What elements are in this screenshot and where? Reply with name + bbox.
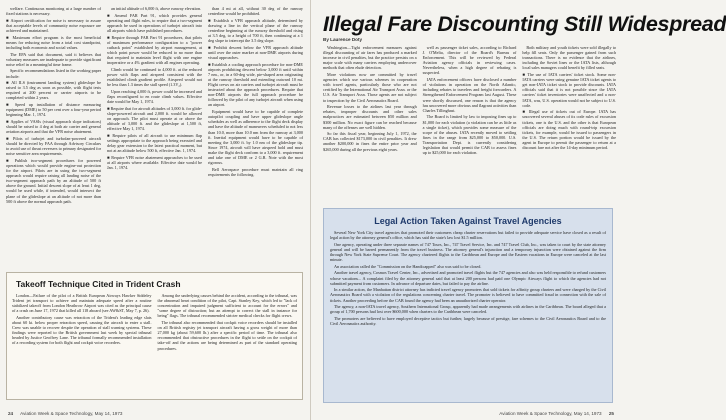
footer-right [499, 411, 614, 416]
sidebar-body [12, 293, 297, 389]
legal-action-box [323, 208, 613, 403]
text-column [423, 45, 517, 213]
paragraph: Another travel agency, Cosmos Travel Center, Inc., advertised and promoted travel flights but the 747 agencies and also was held responsible to refund customers whose vacations... A complaint filed by the attorney general said that at least 200 persons had paid one Olympic Airways flight to which the agencies had not submitted payment from customers. In advance of departure dates, but failed to pay the airline. [330, 270, 606, 286]
paragraph: An association called the "Commission on the Handicapped" also was said to be closed. [334, 263, 482, 269]
publication-line: Aviation Week & Space Technology, May 14, 1973 [499, 411, 602, 416]
paragraph: Equipment would have to be capable of complete autopilot coupling and have upper glideslope angle schedules as well as adherence to the flight deck display and have the altitude of maneuvers scheduled to not less than 10.0, more than 10.0 nm from the runway at 3,000 ft. Inertial equipment would have to be capable of meeting the 3,000 ft. by 1.0 nm of the glideslope tip. Since 1974, aircraft will have airspeed hold and must make the flight deck conform to a 3,000 ft. requirement and take one of DME or 2 G.R. Note with the most rigorous. [208, 109, 303, 166]
paragraph: ■ Establish a VFR approach altitude, determined by drawing a line in the vertical plane of the runway centerline beginning at the runway threshold and rising at 3.5 deg, to a height of 700 ft, then continuing at a 1 deg slope to intercept the 3.5 deg slope. [208, 17, 303, 44]
paragraph: ■ All ILS (instrument landing system) glideslope be raised to 3.5 deg as soon as possible, with flight tests required at 200 percent or carrier airports to be completed within 2 years. [6, 80, 101, 101]
paragraph: ■ Pilots of turbojet and turbofan-powered aircraft should be directed by FAA through Advisory Circulars to avoid use of thrust reversers to primary designated for noise sensitive area requirements. [6, 135, 102, 157]
paragraph: ■ Prohibit descent below the VFR approach altitude until over the outer marker at non-DME airports during visual approaches. [208, 44, 303, 61]
paragraph: Climb would be continued to 4,000 ft. at the reduced power with flaps and airspeed consistent with the established climb gradient profile. Airspeed would not be less than 1.3 times the stall speed (1.3V₂). [107, 66, 202, 88]
text-column [12, 293, 152, 389]
paragraph: ■ Require through FAR Part 91 procedures, that pilots of maximum performance configuration to a "power cutback point" established by airport management, at which point power would be reduced to no more than that required to maintain level flight with one engine inoperative or a 4% gradient with all engines operating. [107, 34, 202, 66]
footer-left [8, 411, 122, 416]
paragraph: ■ Illegal use of tickets out of Europe. IATA has uncovered several abuses of its code rules of excursion tickets, one is the U.S. and the other is that European officials are doing much with round-trip excursion tickets, for example, would be issued to passengers in the U.S. The return portion would be issued by the agent in Europe to permit the passenger to return at a discount fare not after the 14-day minimum period. [522, 109, 617, 150]
paragraph: IATA enforcement officers have disclosed a number of violations in operation on the North Atlantic, including rebates to travelers and freight forwarders. A Strengthened Enforcement Program last August. These were shortly discussed, one reason is that the agency has uncovered more obvious and flagrant activities than Charles Tillinghast. [422, 77, 517, 113]
paragraph: The Board is limited by law to imposing fines up to $1,000 for each violation (a violation can be as little as a single ticket), which provides some measure of the scope of the abuses. IATA recently moved to settling fines in the range from $25,000 to $50,000. U.S. Transportation Dept. is currently considering legislation that would permit the CAB to assess fines up to $25,000 for each violation. [422, 114, 517, 156]
legal-box-body [330, 230, 606, 400]
paragraph: Upon reaching 4,000 ft, power could be increased and flaps reconfigured to en route climb values. Effective date would be May 1, 1974. [107, 88, 202, 104]
text-column [158, 293, 298, 389]
paragraph: than 4 mi at all, without 30 deg of the runway centerline would be prohibited. [208, 6, 303, 17]
paragraph: Another contributory cause was retraction of the Trident's leading edge slats about 60 kt. below proper retraction speed, causing the aircraft to enter a stall. Crew was unable to recover despite the operation of stall warning systems. These findings were reported to the British government last week by special tribunal headed by Justice Geoffrey Lane. The tribunal formally recommended installation of a recording system for both flight and cockpit voice recorders. [12, 314, 152, 346]
paragraph: ■ Establish a cooling approach procedure for non-DME airports prohibiting descent below 3,000 ft until within 7 nm., or, in a 60-deg wide, pie-shaped area originating at the runway threshold and extending outward 10 mi. Flight crews on air carriers and turbojet aircraft must be instructed about the approach procedures. Require that non-DME airports the full approach procedure be followed by the pilot of any turbojet aircraft when using an airport. [208, 61, 303, 108]
page-number: 24 [8, 411, 14, 416]
paragraph: London—Failure of the pilot of a British European Airways Hawker Siddeley Trident jet transport to achieve and maintain adequate speed after a routine stabilized takeoff from London Heathrow Airport was cited as the principal cause of a crash on June 17, 1972 that killed all 118 aboard (see AW&ST, May 7, p. 26). [12, 293, 152, 314]
sidebar-title: Takeoff Technique Cited in Trident Crash [16, 279, 181, 289]
right-article-body [323, 45, 616, 213]
paragraph: well as passenger ticket sales, according to Richard J. O'Melia, director of the Board's Bureau of Enforcement. This will be reviewed by Federal Aviation agency officials in reviewing cases. Nevertheless, when a high degree of rebating is suspected. [422, 45, 517, 76]
paragraph: The agency, a non-IATA travel agency, Southern International Group, apparently had made arrangements with airlines in the Caribbean. The board alleged that a group of 1,700 persons had lost over $600,000 when charters to the Caribbean were canceled. [330, 304, 606, 315]
paragraph: Among the underlying causes behind the accident, according to the tribunal, was the abnormal heart condition of the pilot, Capt. Stanley Key, which led to "lack of concentration and impaired judgment sufficient to account for the errors" and "some degree of distraction; but an attempt to correct the stall in instance for being" flags. The tribunal recommended stricter medical checks for flight crews. [157, 293, 297, 319]
paragraph: More violations now are committed by travel agencies which use various schemes in cooperation with travel agents, particularly those who are not certified by the International Air Transport Assn. or the U.S. Air Transport Assn. Those agents are not subject to inspection by the Civil Aeronautics Board. [323, 72, 417, 103]
paragraph: The tribunal also recommended that cockpit voice recorders should be installed on all British registry jet transport aircraft having a gross weight of more than 27,000 kg (about 59,600 lb.) after a specific period of time. The tribunal also recommended that obstructive procedures in the flight to settle on the cockpit of take-off and the actions are being determined as part of the standard operating procedures. [157, 320, 297, 351]
page-number: 25 [608, 411, 614, 416]
text-column [208, 6, 303, 274]
text-column [522, 45, 616, 213]
paragraph: ■ Speed up installation of distance measuring equipment (DME) to 50 per cent over a four-year period beginning Mar. 1, 1974. [6, 102, 101, 118]
right-page [311, 0, 726, 420]
left-article-body [6, 6, 303, 274]
sidebar-box [6, 272, 303, 400]
paragraph: Bell Aerospace procedure must maintain all ring requirements the following. [208, 166, 303, 177]
text-column [107, 6, 202, 274]
text-column [6, 6, 101, 274]
paragraph: One agency, operating under three separate names of 747 Tours, Inc., 747 Travel Service, Inc. and 747 Travel Club, Inc., was taken to court by the state attorney general and will be barred permanently from the travel business. The attorney general's injunction and a temporary injunction were obtained against the firm through New York State Supreme Court. The agency chartered flights to the Caribbean and Europe and the Eastern vacations in Europe were canceled at the last minute. [330, 241, 606, 263]
article-byline: By Laurence Doty [323, 37, 363, 42]
left-page [0, 0, 311, 420]
paragraph: The promoters are believed to have employed deceptive tactics but further, largely because of prestige, fare schemes to the Civil Aeronautics Board and to the Civil Aeronautics authority. [330, 315, 606, 327]
paragraph: ■ Require VFR noise abatement approaches to be used at all airports where available. Effective date would be Jan. 1, 1974. [107, 154, 202, 170]
paragraph: ■ Require that for aircraft altitudes of 3,000 ft. for glide-slope-powered aircraft and 2,000 ft. would be allowed on approach. The pilot must operate at or above the altitude of 3,000 ft. and the glideslope at 1,500 ft, effective May 1, 1974. [107, 105, 202, 132]
paragraph: Washington—Tight enforcement measures against illegal discounting of air fares has produced a marked increase in civil penalties, but the practice persists on a major scale with many carriers employing undercover methods that often elude detection. [323, 45, 417, 71]
article-headline: Illegal Fare Discounting Still Widespread [323, 12, 726, 36]
paragraph: Revenue losses to the airlines last year through rebates, improper discounts and other sales malpractices are estimated between $50 million and $300 million. No exact figure can be reached because many of the offenses are well hidden. [323, 104, 417, 130]
legal-box-title: Legal Action Taken Against Travel Agencies [374, 216, 562, 226]
paragraph: ■ The use of IATA carriers' ticket stock. Some non-IATA carriers were using genuine IATA ticket agents to get non-IATA ticket stock to provide discounts. IATA officials said that it is not possible since the IATA carriers' ticket inventories were unaffected and a non-IATA, was, U.S. operation would not be subject to U.S. code. [522, 72, 617, 108]
publication-line: Aviation Week & Space Technology, May 14, 1973 [20, 411, 123, 416]
paragraph: ■ Publish two-segment procedures for powered operations which would provide engine-out protection for the airport. Pilots are in using the two-segment approach would require raising all landing noise of the two-segment approach path by an altitude of 500 ft above the ground. Initial descent slope of at least 1 deg, would be used while, if intended, would intersect the plane of the glideslope at an altitude of not more than 500 ft above the normal approach path. [6, 157, 101, 204]
paragraph: Both military and youth tickets were sold illegally to help fill seats. Only the passenger gained from such transactions. There is no evidence that the airlines, including the Soviet lines or the IATA lists, although local sales managers could benefit by filled seats. [522, 45, 617, 71]
paragraph: ■ Applies of VASIs (visual approach slope indicators) should be raised to 4 deg at both air carrier and general aviation airports and that the VFR noise abatement. [6, 119, 101, 135]
paragraph: Several New York City travel agencies that promoted their customers cheap charter reservations but failed to provide adequate service have closed as a result of legal action by the attorney general's office, which has said the state's law lost $1.5 million. [330, 230, 606, 241]
paragraph: ■ Airport certification for noise is necessary to assure that acceptable levels of community noise exposure are achieved and maintained. [6, 17, 101, 33]
paragraph: In a similar action, the Manhattan district attorney has indicted travel agency promoters that sold tickets for affinity group charters and were charged by the Civil Aeronautics Board with a violation of the regulations concerning charter travel. The promoter is believed to have committed fraud in connection with the sale of tickets. Another proceeding before the CAB found the agency had been an unauthorized charter operator. [330, 287, 606, 303]
paragraph: ■ Maximum effort program is the most beneficial means for reducing noise from a total cost standpoint, including both economic and social values. [6, 34, 101, 50]
paragraph: an initial altitude of 6,000 ft, above runway elevation. [111, 6, 202, 11]
paragraph: Specific recommendations listed in the working paper include: [6, 68, 101, 79]
paragraph: ■ Require pilots of all aircraft to use minimum flap settings appropriate to the approach being executed and delay gear extension to the latest practical moment, but not at an altitude below 500 ft, effective Jan. 1, 1974. [107, 132, 202, 153]
paragraph: welfare. Continuous monitoring at a large number of fixed stations is necessary. [6, 6, 101, 17]
paragraph: The EPA said that document, said it believes that voluntary measures are inadequate to provide significant noise relief in a meaningful time frame. [6, 51, 101, 67]
paragraph: ■ Amend FAR Part 91, which provides general operating and flight rules, to require that a two-segment approach be used in operations of turbojet aircraft into all airports which have published procedures. [107, 12, 202, 33]
paragraph: So far this fiscal year, beginning July 1, 1972, the CAB has collected $173,000 in civil penalties. It drew another $200,000 in fines the entire prior year and $265,000 during all the previous eight years. [323, 131, 417, 152]
text-column [323, 45, 417, 213]
